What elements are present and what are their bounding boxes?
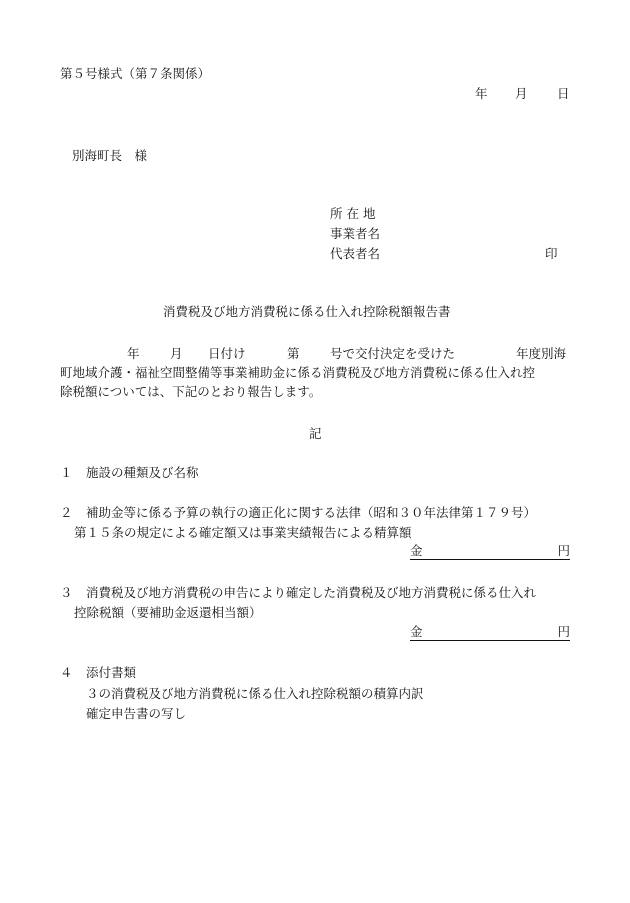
- business-name-label: 事業者名: [330, 226, 381, 241]
- seal-mark: 印: [545, 246, 558, 261]
- body-month-label: 月: [170, 346, 183, 361]
- representative-label: 代表者名: [330, 246, 381, 261]
- item3-line-2: 控除税額（要補助金返還相当額）: [74, 605, 262, 620]
- body-year-label: 年: [127, 346, 140, 361]
- item2-number: ２: [60, 505, 73, 520]
- body-no-suffix: 号で交付決定を受けた: [330, 346, 456, 361]
- date-year-label: 年: [475, 86, 488, 101]
- item4-number: ４: [60, 665, 73, 680]
- date-day-label: 日: [557, 86, 570, 101]
- item3-amount-prefix: 金: [410, 624, 423, 639]
- date-month-label: 月: [515, 86, 528, 101]
- body-line-3: 除税額については、下記のとおり報告します。: [60, 384, 322, 399]
- document-title: 消費税及び地方消費税に係る仕入れ控除税額報告書: [163, 304, 451, 319]
- attachment-item: ３の消費税及び地方消費税に係る仕入れ控除税額の積算内訳: [86, 686, 424, 701]
- attachment-item: 確定申告書の写し: [86, 706, 187, 721]
- item2-amount-field: [410, 545, 570, 560]
- item3-amount-field: [410, 626, 570, 641]
- ki-heading: 記: [309, 426, 322, 441]
- item3-number: ３: [60, 585, 73, 600]
- item2-amount-suffix: 円: [557, 543, 570, 558]
- body-fiscal-label: 年度別海: [516, 346, 567, 361]
- address-label: 所 在 地: [330, 206, 376, 221]
- item2-line-1: 補助金等に係る予算の執行の適正化に関する法律（昭和３０年法律第１７９号）: [86, 505, 537, 520]
- body-line-2: 町地域介護・福祉空間整備等事業補助金に係る消費税及び地方消費税に係る仕入れ控: [60, 365, 536, 380]
- body-dated-label: 日付け: [208, 346, 246, 361]
- item1-text: 施設の種類及び名称: [86, 465, 199, 480]
- item4-label: 添付書類: [86, 665, 137, 680]
- addressee: 別海町長 様: [72, 148, 148, 163]
- form-number: 第５号様式（第７条関係）: [60, 66, 211, 81]
- body-no-prefix: 第: [287, 346, 300, 361]
- item1-number: １: [60, 465, 73, 480]
- item3-line-1: 消費税及び地方消費税の申告により確定した消費税及び地方消費税に係る仕入れ: [86, 585, 537, 600]
- item2-line-2: 第１５条の規定による確定額又は事業実績報告による精算額: [74, 525, 412, 540]
- item3-amount-suffix: 円: [557, 624, 570, 639]
- item2-amount-prefix: 金: [410, 543, 423, 558]
